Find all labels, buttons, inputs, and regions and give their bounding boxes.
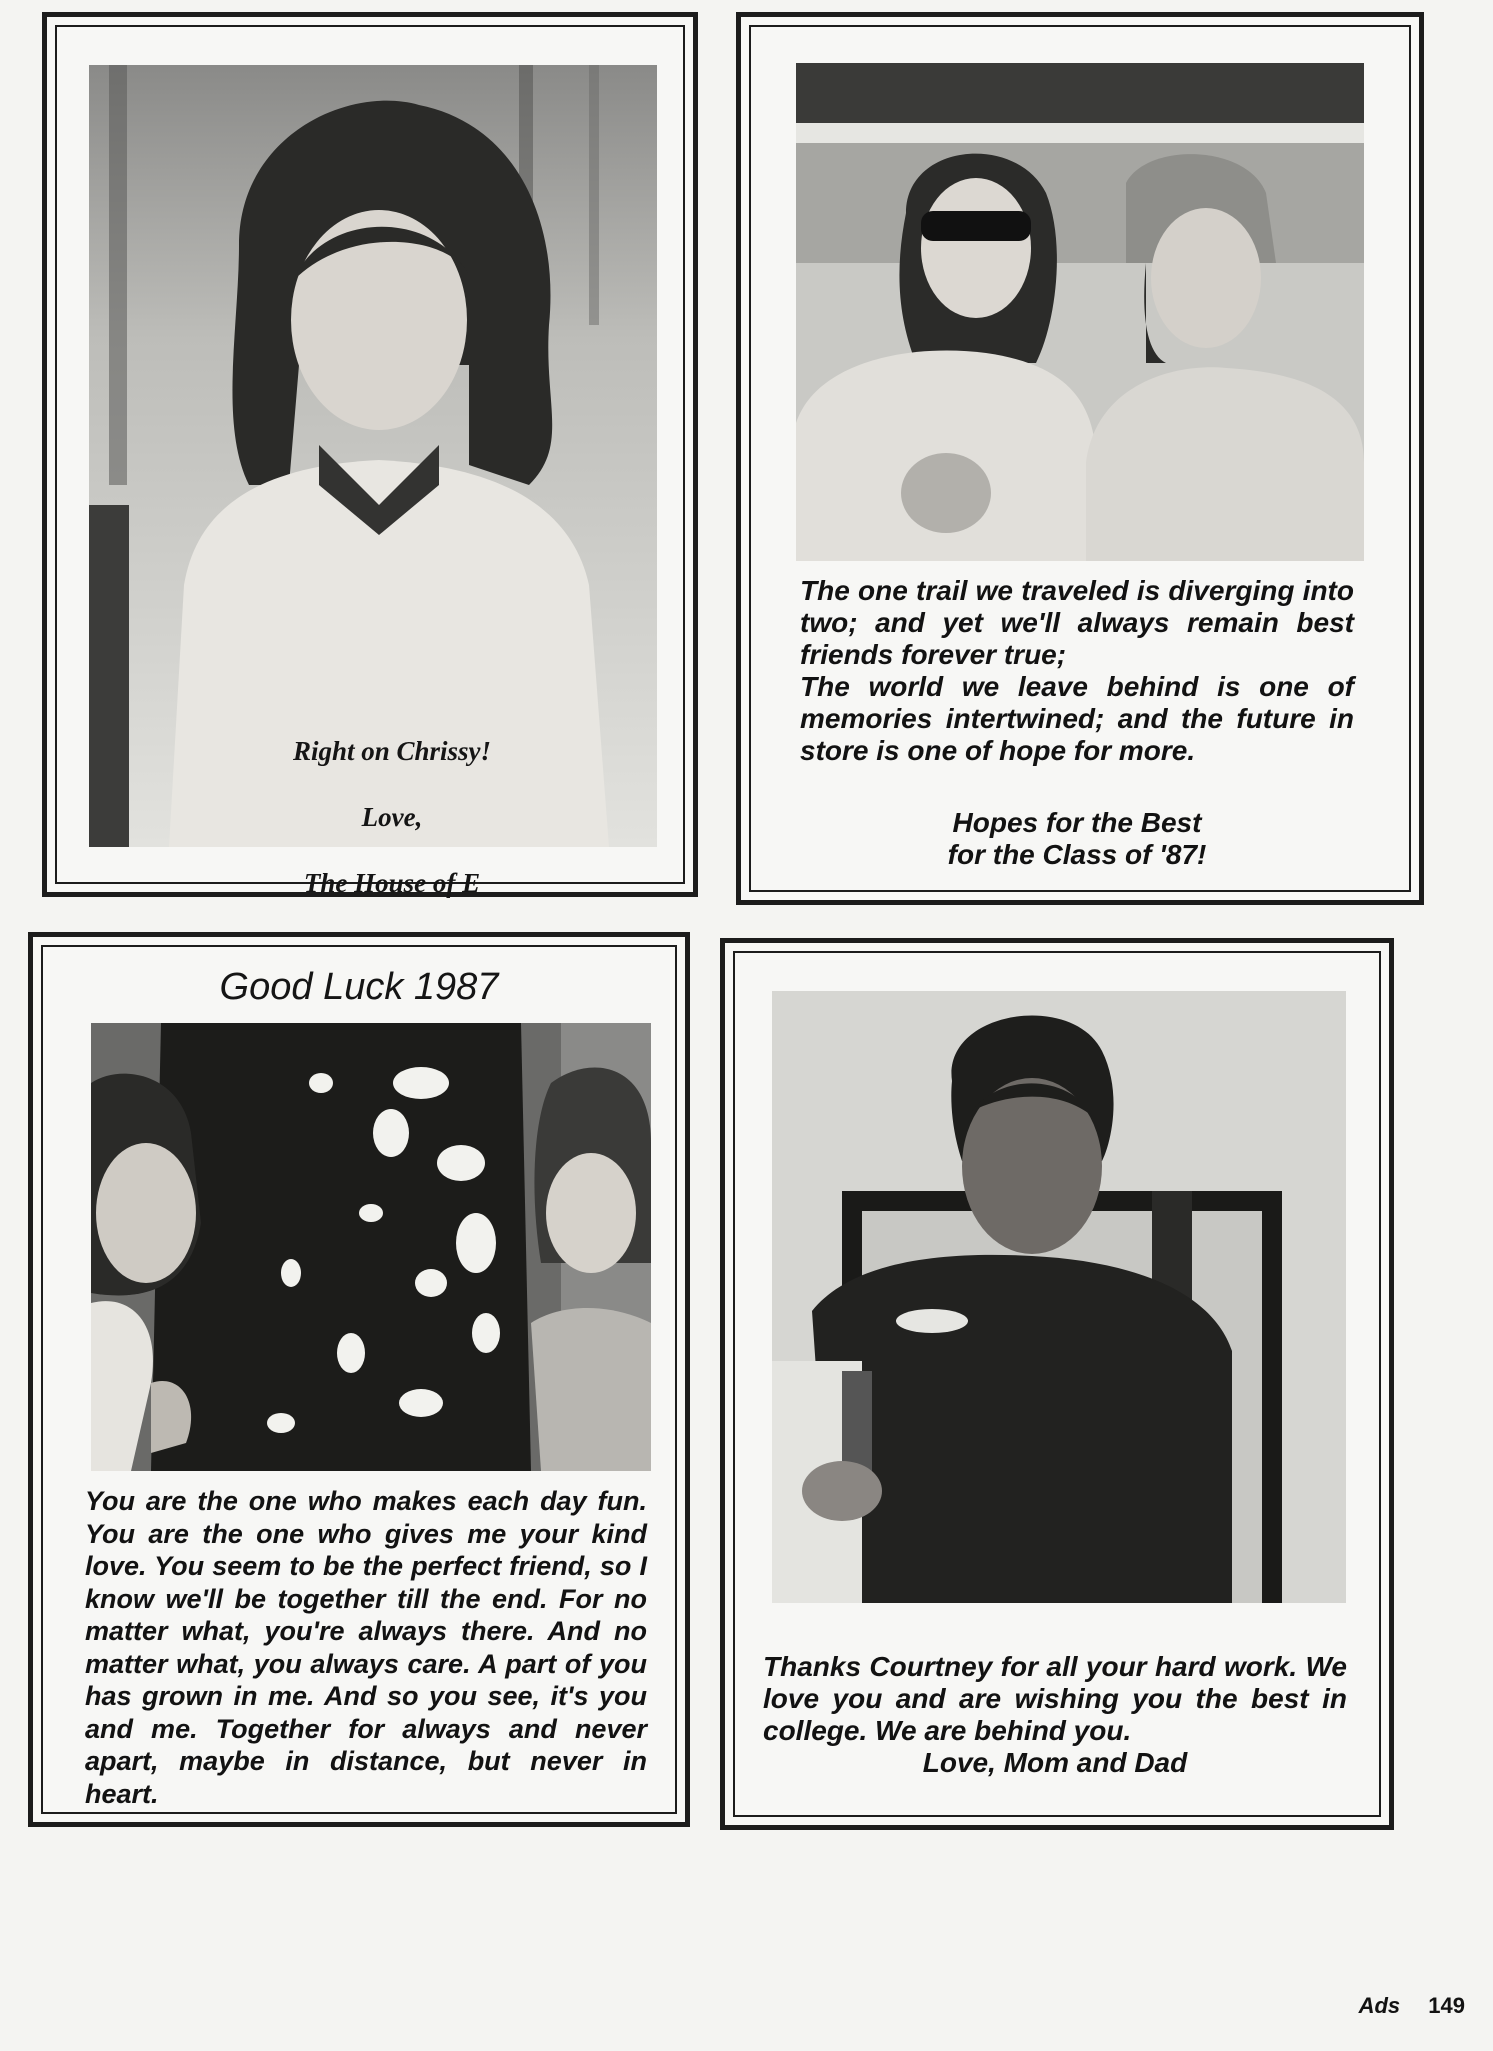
page-footer (1359, 1993, 1465, 2019)
ad-chrissy (42, 12, 698, 897)
chrissy-caption (242, 702, 542, 933)
ad-good-luck (28, 932, 690, 1827)
tree-friends-photo (91, 1023, 651, 1471)
courtney-message: Thanks Courtney for all your hard work. We love you and are wishing you the best in college. We are behind you. (763, 1651, 1347, 1746)
section-label: Ads (1358, 1993, 1401, 2018)
caption-line-3: The House of E (303, 868, 481, 898)
two-friends-photo (796, 63, 1364, 561)
courtney-signature: Love, Mom and Dad (922, 1747, 1188, 1778)
caption-line-2: Love, (361, 802, 423, 832)
good-luck-headline: Good Luck 1987 (219, 966, 499, 1008)
good-luck-poem: You are the one who makes each day fun. You are the one who gives me your kind love. You seem to be the perfect friend, so I know we'll be together till the end. For no matter what, you're always there. And no matter what, you always care. A part of you has grown in me. And so you see, it's you and me. Together for always and never apart, maybe in distance, but never in heart. (85, 1486, 647, 1809)
courtney-photo (772, 991, 1346, 1603)
ad-courtney (720, 938, 1394, 1830)
page-number: 149 (1428, 1993, 1465, 2018)
ad-best-friends (736, 12, 1424, 905)
best-friends-closing: Hopes for the Best for the Class of '87! (947, 807, 1207, 870)
best-friends-poem: The one trail we traveled is diverging into two; and yet we'll always remain best friends forever true; The world we leave behind is one of memories intertwined; and the future in store is one of hope for more. (800, 575, 1354, 766)
caption-line-1: Right on Chrissy! (292, 736, 492, 766)
